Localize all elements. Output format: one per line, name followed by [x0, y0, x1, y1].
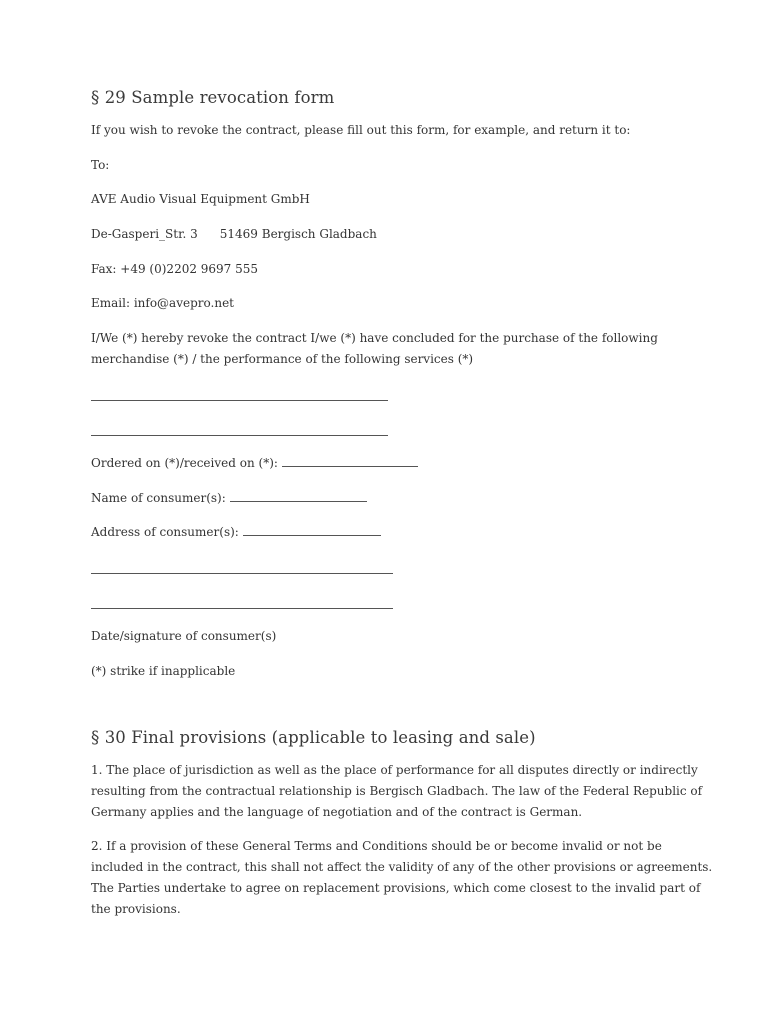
consumer-address-label: Address of consumer(s): — [91, 525, 243, 539]
consumer-address-field — [91, 522, 381, 543]
provision-1-line-2: resulting from the contractual relationship is Bergisch Gladbach. The law of the Federal Republic of — [91, 784, 703, 798]
provision-2-line-3: The Parties undertake to agree on replacement provisions, which come closest to the invalid part of — [91, 881, 701, 895]
section-29-heading: § 29 Sample revocation form — [91, 88, 335, 107]
consumer-name-label: Name of consumer(s): — [91, 491, 230, 505]
revocation-statement-line-1: I/We (*) hereby revoke the contract I/we (*) have concluded for the purchase of the following — [91, 331, 658, 345]
consumer-name-blank — [230, 491, 367, 502]
street-address: De-Gasperi_Str. 3 — [91, 227, 198, 241]
ordered-received-field — [91, 453, 418, 474]
provision-2-line-1: 2. If a provision of these General Terms and Conditions should be or become invalid or not be — [91, 839, 662, 853]
fax-number: Fax: +49 (0)2202 9697 555 — [91, 262, 259, 276]
ordered-received-blank — [282, 456, 418, 467]
strike-footnote: (*) strike if inapplicable — [91, 664, 236, 678]
merchandise-blank-line-1 — [91, 400, 388, 401]
company-name: AVE Audio Visual Equipment GmbH — [91, 192, 310, 206]
provision-2-line-4: the provisions. — [91, 902, 181, 916]
address-blank-line-2 — [91, 608, 393, 609]
consumer-address-blank — [243, 525, 381, 536]
city-address: 51469 Bergisch Gladbach — [219, 227, 377, 241]
email-address: Email: info@avepro.net — [91, 296, 234, 310]
address-blank-line-1 — [91, 573, 393, 574]
revocation-statement-line-2: merchandise (*) / the performance of the following services (*) — [91, 352, 474, 366]
provision-1-line-1: 1. The place of jurisdiction as well as the place of performance for all disputes directly or indirectly — [91, 763, 698, 777]
merchandise-blank-line-2 — [91, 435, 388, 436]
ordered-received-label: Ordered on (*)/received on (*): — [91, 456, 282, 470]
section-30-heading: § 30 Final provisions (applicable to leasing and sale) — [91, 728, 536, 747]
company-address — [91, 224, 377, 245]
revocation-intro: If you wish to revoke the contract, please fill out this form, for example, and return it to: — [91, 123, 631, 137]
consumer-name-field — [91, 488, 367, 509]
to-label: To: — [91, 158, 110, 172]
signature-label: Date/signature of consumer(s) — [91, 629, 277, 643]
provision-2-line-2: included in the contract, this shall not affect the validity of any of the other provisions or agreements. — [91, 860, 713, 874]
provision-1-line-3: Germany applies and the language of negotiation and of the contract is German. — [91, 805, 583, 819]
